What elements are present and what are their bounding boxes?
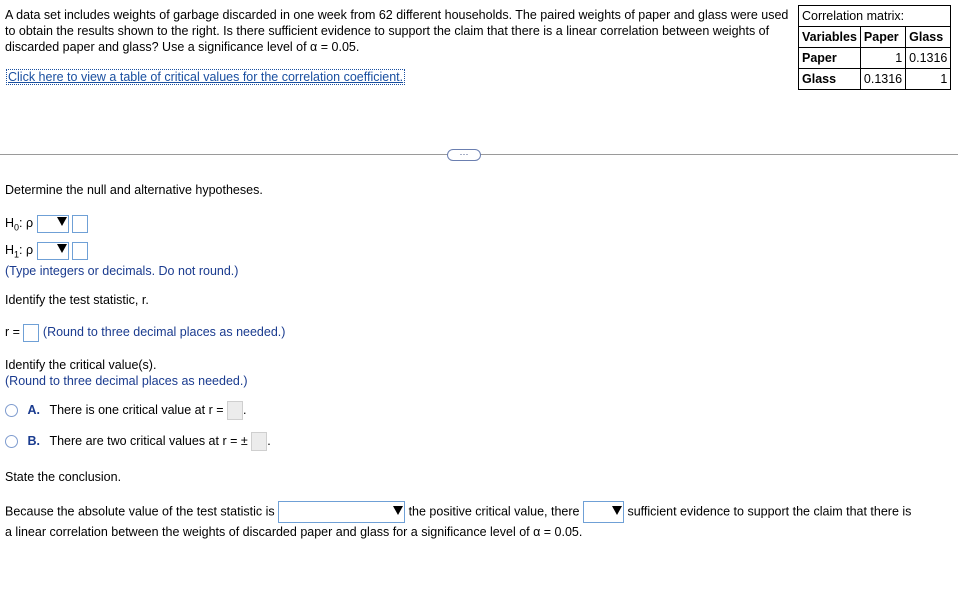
chevron-down-icon: [57, 217, 67, 226]
conclusion-line-2: a linear correlation between the weights of discarded paper and glass for a significance level of α = 0.05.: [5, 525, 583, 539]
option-b-radio[interactable]: [5, 435, 18, 448]
matrix-row-label: Glass: [799, 69, 861, 90]
matrix-header: Variables: [799, 27, 861, 48]
option-b[interactable]: B. There are two critical values at r = ± .: [5, 431, 271, 451]
hypotheses-note: (Type integers or decimals. Do not round.): [5, 264, 239, 278]
option-a[interactable]: A. There is one critical value at r = .: [5, 400, 246, 420]
h1-value-input[interactable]: [72, 242, 88, 260]
h1-operator-select[interactable]: [37, 242, 69, 260]
chevron-down-icon: [57, 244, 67, 253]
matrix-cell: 0.1316: [860, 69, 905, 90]
matrix-cell: 1: [906, 69, 951, 90]
comparison-select[interactable]: [278, 501, 405, 523]
h0-row: $H_0$: ρ: [5, 214, 88, 237]
matrix-header: Glass: [906, 27, 951, 48]
matrix-cell: 0.1316: [906, 48, 951, 69]
correlation-matrix: [798, 5, 951, 90]
test-stat-prompt: Identify the test statistic, r.: [5, 293, 149, 307]
h0-operator-select[interactable]: [37, 215, 69, 233]
test-stat-input[interactable]: [23, 324, 39, 342]
h0-value-input[interactable]: [72, 215, 88, 233]
h1-row: $H_1$: ρ: [5, 241, 88, 264]
hypotheses-prompt: Determine the null and alternative hypotheses.: [5, 183, 263, 197]
matrix-title: Correlation matrix:: [799, 6, 951, 27]
conclusion-line-1: Because the absolute value of the test statistic is the positive critical value, there sufficient evidence to support the claim that there is: [5, 501, 955, 523]
chevron-down-icon: [393, 506, 403, 515]
critical-values-link[interactable]: Click here to view a table of critical values for the correlation coefficient.: [8, 70, 404, 84]
chevron-down-icon: [612, 506, 622, 515]
option-b-input[interactable]: [251, 432, 267, 451]
test-stat-row: r = (Round to three decimal places as needed.): [5, 323, 285, 342]
critical-note: (Round to three decimal places as needed.): [5, 374, 248, 388]
problem-statement: A data set includes weights of garbage discarded in one week from 62 different households. The paired weights of paper and glass were used to obtain the results shown to the right. Is there sufficient evidence to support the claim that there is a linear correlation between weights of discarded paper and glass? Use a significance level of α = 0.05.: [5, 8, 789, 54]
option-a-radio[interactable]: [5, 404, 18, 417]
matrix-header: Paper: [860, 27, 905, 48]
evidence-select[interactable]: [583, 501, 624, 523]
matrix-row-label: Paper: [799, 48, 861, 69]
option-a-input[interactable]: [227, 401, 243, 420]
conclusion-prompt: State the conclusion.: [5, 470, 122, 484]
critical-prompt: Identify the critical value(s).: [5, 358, 157, 372]
matrix-cell: 1: [860, 48, 905, 69]
expand-more-button[interactable]: ···: [447, 149, 481, 161]
